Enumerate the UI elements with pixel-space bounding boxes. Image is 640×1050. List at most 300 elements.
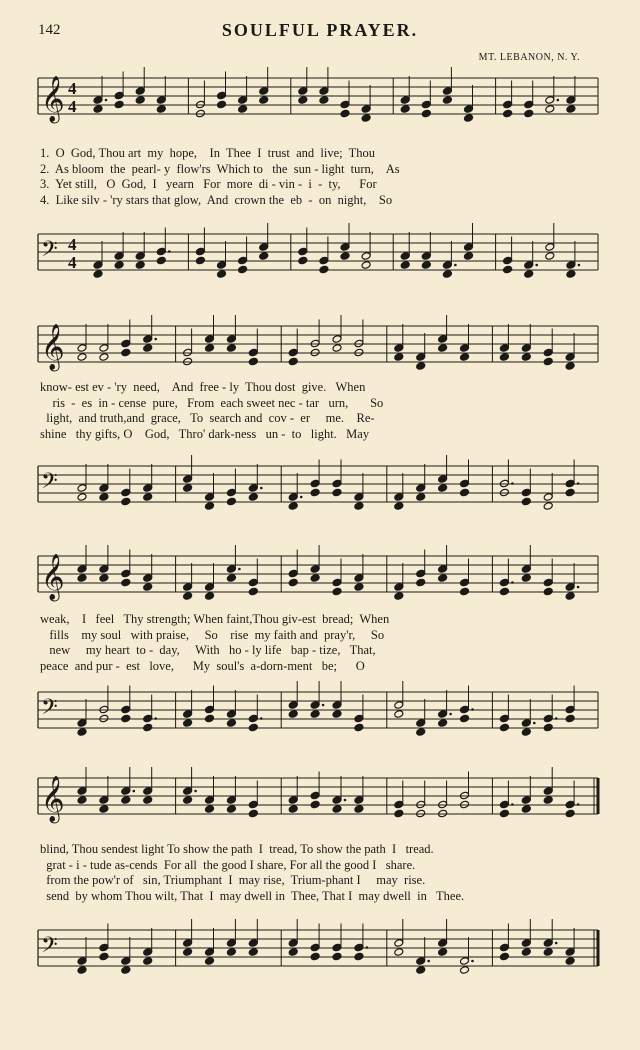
note-head: [543, 939, 553, 948]
note-head: [238, 96, 248, 105]
note-head: [566, 270, 576, 279]
lyric-line: peace and pur - est love, My soul's a-dorn-ment be; O: [40, 658, 365, 673]
note-head: [438, 344, 448, 353]
note-head: [332, 578, 342, 587]
note-head: [460, 587, 470, 596]
note-head: [195, 256, 205, 265]
time-signature-numerator: 4: [68, 235, 77, 254]
note-head: [183, 948, 193, 957]
note-head: [248, 493, 258, 502]
note-head: [340, 109, 350, 118]
note-head: [565, 714, 575, 723]
note-head: [354, 805, 364, 814]
note-head: [288, 805, 298, 814]
note-head: [464, 252, 474, 261]
note-head: [394, 701, 404, 710]
note-head: [226, 796, 236, 805]
note-head: [460, 966, 470, 975]
note-head: [248, 800, 258, 809]
dot: [578, 264, 581, 267]
note-head: [332, 488, 342, 497]
note-head: [310, 479, 320, 488]
note-head: [114, 261, 124, 270]
note-head: [416, 728, 426, 737]
note-head: [310, 791, 320, 800]
lyric-line: new my heart to - day, With ho - ly life bap - tize, That,: [40, 643, 376, 657]
dot: [366, 946, 369, 949]
lyric-line: fills my soul with praise, So rise my faith and pray'r, So: [40, 627, 385, 642]
note-head: [394, 592, 404, 601]
lyric-line: ris - es in - cense pure, From each sweet nec - tar urn, So: [40, 395, 384, 410]
note-head: [143, 344, 153, 353]
note-head: [226, 344, 236, 353]
dot: [260, 487, 263, 490]
note-head: [288, 357, 298, 366]
note-head: [521, 353, 531, 362]
note-head: [521, 565, 531, 574]
note-head: [521, 796, 531, 805]
note-head: [310, 488, 320, 497]
note-head: [499, 943, 509, 952]
note-head: [310, 701, 320, 710]
note-head: [460, 578, 470, 587]
note-head: [143, 583, 153, 592]
note-head: [524, 261, 534, 270]
note-head: [400, 261, 410, 270]
note-head: [205, 335, 215, 344]
note-head: [354, 943, 364, 952]
note-head: [332, 587, 342, 596]
note-head: [205, 344, 215, 353]
lyric-line: light, and truth,and grace, To search and cov - er me. Re-: [40, 411, 375, 425]
note-head: [499, 714, 509, 723]
note-head: [288, 710, 298, 719]
note-head: [319, 256, 329, 265]
note-head: [248, 939, 258, 948]
note-head: [340, 252, 350, 261]
note-head: [421, 261, 431, 270]
note-head: [354, 502, 364, 511]
bass-clef-icon: 𝄢: [41, 237, 58, 267]
treble-clef-icon: 𝄞: [41, 554, 65, 600]
note-head: [319, 265, 329, 274]
note-head: [248, 348, 258, 357]
note-head: [460, 705, 470, 714]
note-head: [565, 957, 575, 966]
note-head: [121, 957, 131, 966]
note-head: [77, 787, 87, 796]
note-head: [499, 587, 509, 596]
note-head: [354, 574, 364, 583]
note-head: [340, 100, 350, 109]
system-3-treble-staff: [0, 546, 640, 612]
note-head: [93, 105, 103, 114]
note-head: [310, 952, 320, 961]
note-head: [499, 723, 509, 732]
note-head: [248, 587, 258, 596]
dot: [577, 482, 580, 485]
dot: [154, 338, 157, 341]
note-head: [195, 247, 205, 256]
note-head: [114, 100, 124, 109]
note-head: [565, 353, 575, 362]
note-head: [421, 100, 431, 109]
dot: [449, 713, 452, 716]
note-head: [183, 719, 193, 728]
note-head: [394, 809, 404, 818]
note-head: [156, 105, 166, 114]
dot: [238, 568, 241, 571]
note-head: [394, 800, 404, 809]
dot: [535, 264, 538, 267]
note-head: [238, 105, 248, 114]
note-head: [310, 565, 320, 574]
note-head: [545, 252, 555, 261]
system-1-bass-staff: [0, 224, 640, 290]
note-head: [99, 344, 109, 353]
bass-clef-icon: 𝄢: [41, 695, 58, 725]
note-head: [259, 252, 269, 261]
note-head: [121, 714, 131, 723]
note-head: [543, 787, 553, 796]
dot: [577, 803, 580, 806]
note-head: [438, 574, 448, 583]
note-head: [183, 796, 193, 805]
note-head: [421, 109, 431, 118]
note-head: [99, 353, 109, 362]
note-head: [438, 719, 448, 728]
note-head: [156, 96, 166, 105]
note-head: [464, 105, 474, 114]
note-head: [99, 574, 109, 583]
note-head: [438, 948, 448, 957]
note-head: [298, 247, 308, 256]
note-head: [143, 787, 153, 796]
note-head: [99, 565, 109, 574]
note-head: [442, 87, 452, 96]
hymn-title: SOULFUL PRAYER.: [221, 20, 419, 40]
note-head: [524, 109, 534, 118]
note-head: [543, 493, 553, 502]
note-head: [543, 796, 553, 805]
note-head: [248, 714, 258, 723]
note-head: [143, 723, 153, 732]
dot: [344, 799, 347, 802]
note-head: [288, 578, 298, 587]
system-4-bass-staff: [0, 920, 640, 986]
note-head: [226, 497, 236, 506]
note-head: [354, 952, 364, 961]
note-head: [354, 723, 364, 732]
note-head: [438, 565, 448, 574]
note-head: [521, 719, 531, 728]
note-head: [121, 578, 131, 587]
lyric-line: know- est ev - 'ry need, And free - ly Thou dost give. When: [40, 380, 366, 394]
note-head: [77, 957, 87, 966]
note-head: [394, 939, 404, 948]
note-head: [77, 719, 87, 728]
note-head: [77, 796, 87, 805]
lyric-line: shine thy gifts, O God, Thro' dark-ness un - to light. May: [40, 426, 370, 441]
dot: [154, 717, 157, 720]
note-head: [77, 574, 87, 583]
note-head: [205, 714, 215, 723]
note-head: [205, 493, 215, 502]
note-head: [521, 948, 531, 957]
note-head: [332, 335, 342, 344]
note-head: [298, 256, 308, 265]
note-head: [503, 100, 513, 109]
note-head: [259, 87, 269, 96]
note-head: [121, 497, 131, 506]
note-head: [503, 256, 513, 265]
note-head: [543, 578, 553, 587]
system-2-bass-staff: [0, 456, 640, 522]
page-number: 142: [38, 22, 61, 38]
time-signature-denominator: 4: [68, 97, 77, 116]
note-head: [438, 475, 448, 484]
bass-clef-icon: 𝄢: [41, 933, 58, 963]
note-head: [319, 96, 329, 105]
note-head: [503, 265, 513, 274]
dot: [471, 960, 474, 963]
note-head: [310, 710, 320, 719]
note-head: [416, 362, 426, 371]
note-head: [565, 488, 575, 497]
lyric-line: weak, I feel Thy strength; When faint,Thou giv-est bread; When: [40, 612, 390, 626]
note-head: [438, 710, 448, 719]
note-head: [288, 569, 298, 578]
note-head: [361, 252, 371, 261]
note-head: [460, 488, 470, 497]
note-head: [143, 493, 153, 502]
note-head: [460, 353, 470, 362]
note-head: [183, 484, 193, 493]
treble-clef-icon: 𝄞: [41, 324, 65, 370]
note-head: [464, 114, 474, 123]
note-head: [143, 574, 153, 583]
note-head: [332, 805, 342, 814]
note-head: [499, 344, 509, 353]
note-head: [135, 96, 145, 105]
note-head: [521, 805, 531, 814]
tune-location: MT. LEBANON, N. Y.: [478, 52, 580, 63]
note-head: [288, 701, 298, 710]
note-head: [354, 583, 364, 592]
treble-clef-icon: 𝄞: [41, 776, 65, 822]
note-head: [143, 948, 153, 957]
note-head: [332, 796, 342, 805]
note-head: [400, 96, 410, 105]
dot: [300, 496, 303, 499]
note-head: [183, 939, 193, 948]
note-head: [416, 966, 426, 975]
note-head: [217, 270, 227, 279]
lyric-line: 4. Like silv - 'ry stars that glow, And crown the eb - on night, So: [40, 192, 393, 207]
note-head: [310, 800, 320, 809]
system-3-bass-staff: [0, 682, 640, 748]
note-head: [205, 805, 215, 814]
system-2-treble-staff: [0, 316, 640, 382]
note-head: [521, 574, 531, 583]
note-head: [460, 957, 470, 966]
note-head: [93, 96, 103, 105]
note-head: [442, 261, 452, 270]
dot: [168, 250, 171, 253]
time-signature-numerator: 4: [68, 79, 77, 98]
note-head: [77, 565, 87, 574]
dot: [511, 803, 514, 806]
note-head: [361, 261, 371, 270]
note-head: [205, 592, 215, 601]
note-head: [394, 710, 404, 719]
note-head: [226, 719, 236, 728]
dot: [133, 790, 136, 793]
note-head: [205, 705, 215, 714]
note-head: [248, 578, 258, 587]
note-head: [332, 943, 342, 952]
note-head: [183, 475, 193, 484]
note-head: [143, 796, 153, 805]
note-head: [259, 96, 269, 105]
note-head: [99, 493, 109, 502]
note-head: [183, 583, 193, 592]
note-head: [416, 719, 426, 728]
note-head: [226, 488, 236, 497]
lyric-line: 2. As bloom the pearl- y flow'rs Which to the sun - light turn, As: [40, 161, 400, 176]
note-head: [543, 714, 553, 723]
note-head: [354, 493, 364, 502]
note-head: [183, 787, 193, 796]
lyric-line: blind, Thou sendest light To show the path I tread, To show the path I tread.: [40, 842, 434, 856]
note-head: [543, 587, 553, 596]
note-head: [226, 574, 236, 583]
system-4-lyrics: [40, 842, 600, 904]
time-signature-denominator: 4: [68, 253, 77, 272]
note-head: [226, 805, 236, 814]
note-head: [565, 800, 575, 809]
note-head: [238, 256, 248, 265]
note-head: [565, 362, 575, 371]
dot: [555, 942, 558, 945]
note-head: [248, 484, 258, 493]
note-head: [565, 948, 575, 957]
note-head: [499, 809, 509, 818]
note-head: [205, 502, 215, 511]
note-head: [248, 809, 258, 818]
note-head: [442, 270, 452, 279]
note-head: [121, 787, 131, 796]
system-2-lyrics: [40, 380, 600, 442]
note-head: [121, 488, 131, 497]
note-head: [205, 583, 215, 592]
note-head: [416, 578, 426, 587]
note-head: [416, 353, 426, 362]
note-head: [460, 344, 470, 353]
note-head: [416, 957, 426, 966]
note-head: [566, 105, 576, 114]
note-head: [354, 796, 364, 805]
lyric-line: from the pow'r of sin, Triumphant I may rise, Trium-phant I may rise.: [40, 873, 426, 887]
note-head: [438, 335, 448, 344]
note-head: [521, 344, 531, 353]
note-head: [499, 578, 509, 587]
note-head: [543, 348, 553, 357]
dot: [557, 99, 560, 102]
note-head: [156, 247, 166, 256]
note-head: [143, 714, 153, 723]
note-head: [288, 348, 298, 357]
note-head: [499, 952, 509, 961]
note-head: [99, 805, 109, 814]
note-head: [460, 714, 470, 723]
note-head: [259, 243, 269, 252]
note-head: [464, 243, 474, 252]
lyric-line: grat - i - tude as-cends For all the good I share, For all the good I share.: [40, 857, 416, 872]
dot: [533, 722, 536, 725]
note-head: [143, 957, 153, 966]
note-head: [121, 796, 131, 805]
note-head: [77, 353, 87, 362]
note-head: [340, 243, 350, 252]
note-head: [394, 583, 404, 592]
dot: [454, 264, 457, 267]
note-head: [361, 105, 371, 114]
dot: [511, 581, 514, 584]
lyric-line: 3. Yet still, O God, I yearn For more di - vin - i - ty, For: [40, 177, 377, 191]
note-head: [205, 796, 215, 805]
note-head: [183, 592, 193, 601]
note-head: [565, 583, 575, 592]
note-head: [288, 493, 298, 502]
note-head: [566, 261, 576, 270]
system-4-treble-staff: [0, 768, 640, 834]
note-head: [521, 488, 531, 497]
dot: [555, 717, 558, 720]
note-head: [394, 948, 404, 957]
bass-clef-icon: 𝄢: [41, 469, 58, 499]
note-head: [400, 105, 410, 114]
lyric-line: send by whom Thou wilt, That I may dwell in Thee, That I may dwell in Thee.: [40, 888, 465, 903]
dot: [105, 99, 108, 102]
note-head: [217, 91, 227, 100]
note-head: [416, 493, 426, 502]
note-head: [99, 943, 109, 952]
note-head: [77, 728, 87, 737]
note-head: [77, 344, 87, 353]
note-head: [114, 91, 124, 100]
note-head: [217, 261, 227, 270]
note-head: [248, 723, 258, 732]
note-head: [524, 100, 534, 109]
note-head: [566, 96, 576, 105]
note-head: [545, 105, 555, 114]
note-head: [332, 344, 342, 353]
note-head: [135, 261, 145, 270]
note-head: [121, 348, 131, 357]
note-head: [135, 252, 145, 261]
note-head: [310, 574, 320, 583]
note-head: [421, 252, 431, 261]
note-head: [416, 484, 426, 493]
note-head: [183, 710, 193, 719]
note-head: [226, 948, 236, 957]
note-head: [143, 335, 153, 344]
note-head: [565, 479, 575, 488]
note-head: [332, 701, 342, 710]
lyric-line: 1. O God, Thou art my hope, In Thee I trust and live; Thou: [40, 146, 376, 160]
dot: [577, 586, 580, 589]
